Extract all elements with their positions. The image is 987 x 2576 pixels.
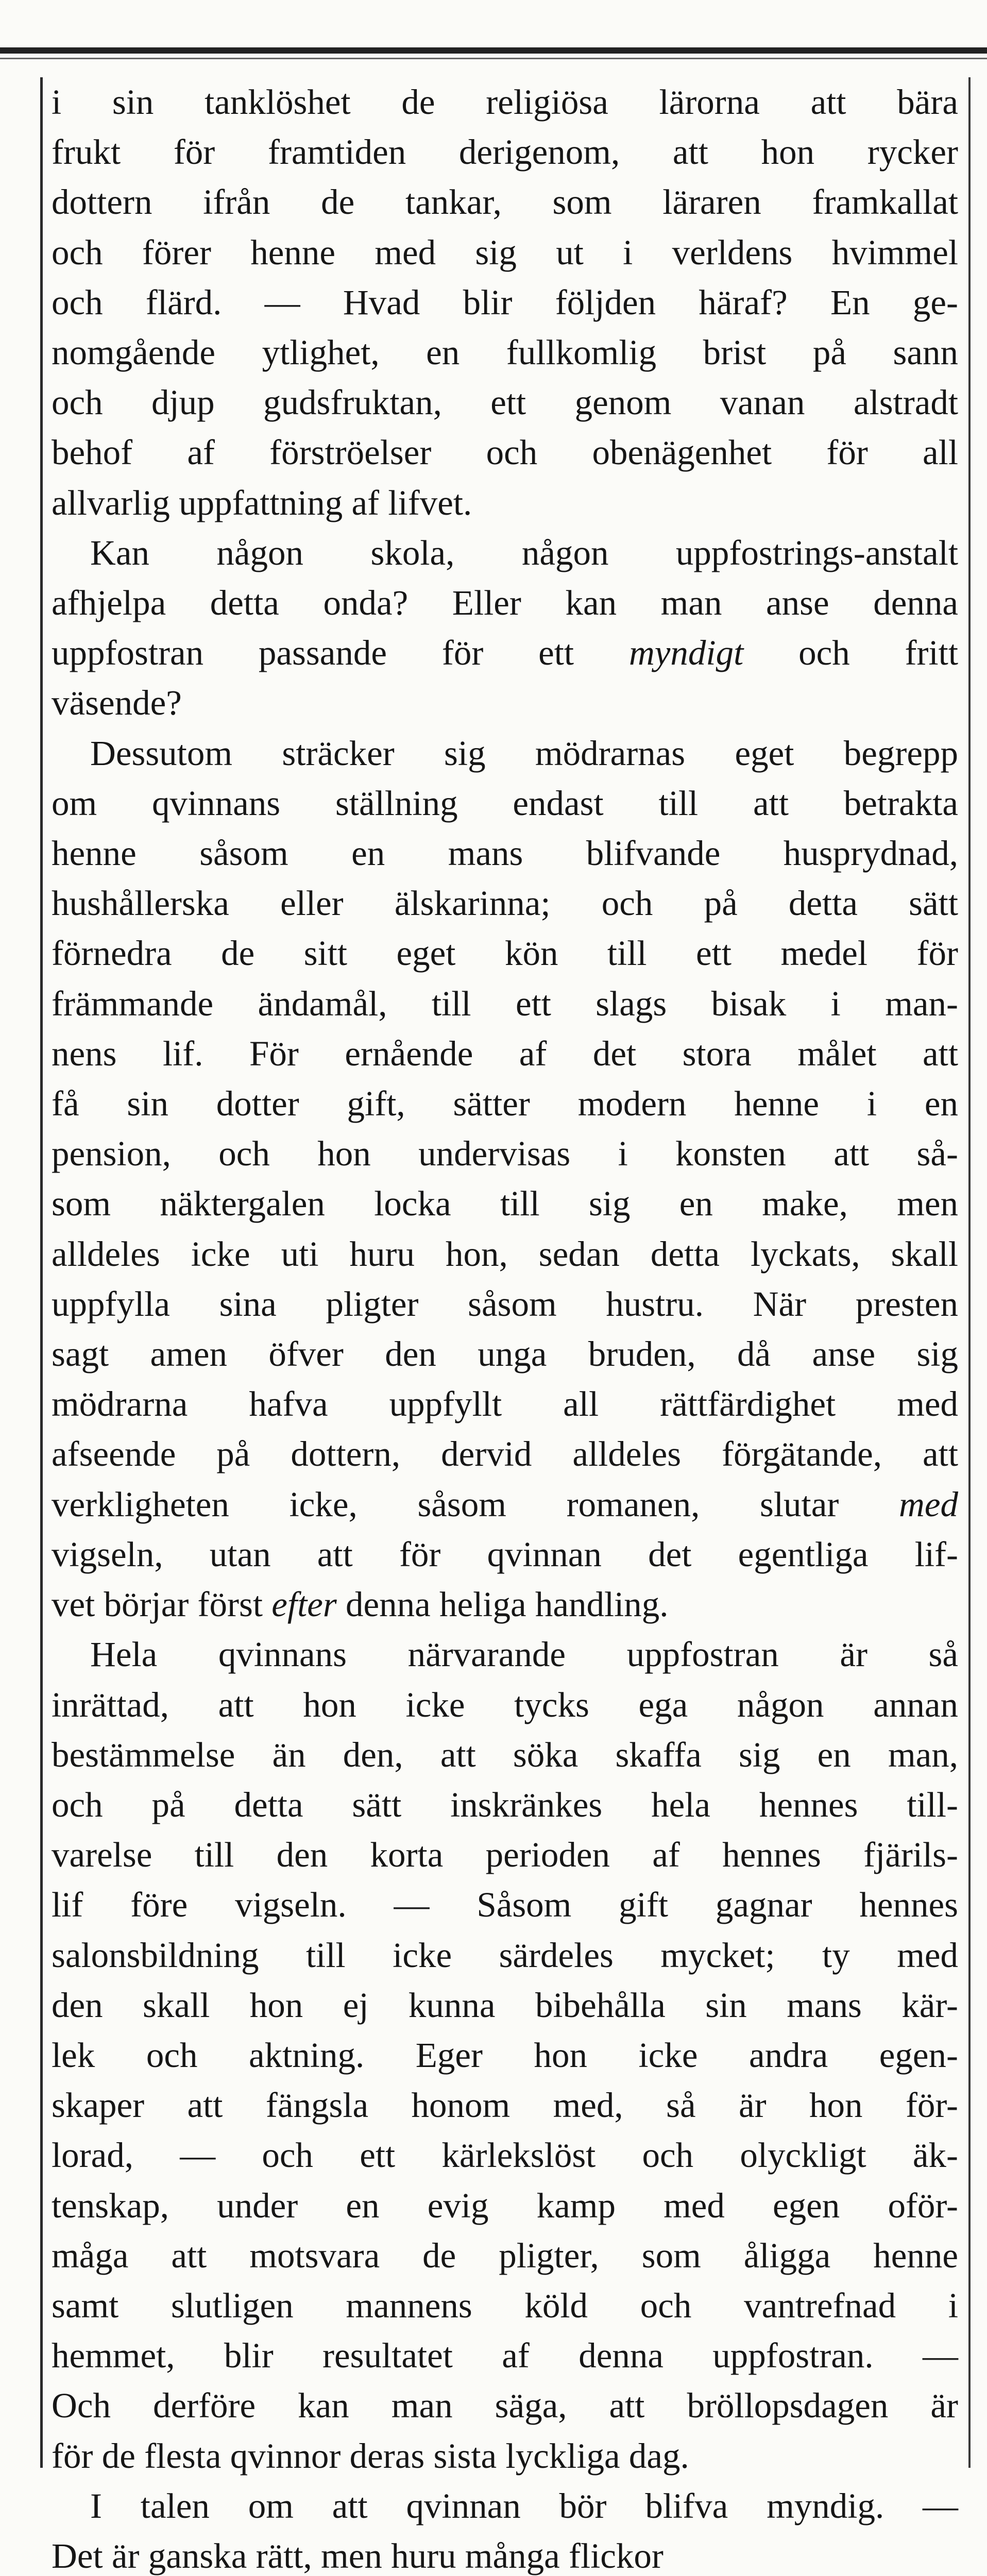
text-line: lorad, — och ett kärlekslöst och olyckligt äk- <box>52 2136 958 2175</box>
text-line: samt slutligen mannens köld och vantrefnad i <box>52 2285 958 2325</box>
text-line: sagt amen öfver den unga bruden, då anse sig <box>52 1334 958 1374</box>
article-paragraph-3 <box>52 728 958 1630</box>
text-line: förnedra de sitt eget kön till ett medel för <box>52 934 958 973</box>
text-line: allvarlig uppfattning af lifvet. <box>52 483 472 522</box>
text-line: och flärd. — Hvad blir följden häraf? En ge- <box>52 282 958 322</box>
text-line: behof af förströelser och obenägenhet för all <box>52 433 958 472</box>
text-line: afseende på dottern, dervid alldeles förgätande, att <box>52 1434 958 1474</box>
text-line: alldeles icke uti huru hon, sedan detta lyckats, skall <box>52 1234 958 1274</box>
text-line: Kan någon skola, någon uppfostrings-anstalt <box>90 533 958 572</box>
emphasis: med <box>899 1484 958 1524</box>
emphasis: efter <box>271 1585 337 1624</box>
text-line: väsende? <box>52 683 182 723</box>
text-line: skaper att fängsla honom med, så är hon för- <box>52 2086 958 2125</box>
text-line: lek och aktning. Eger hon icke andra egen- <box>52 2035 958 2075</box>
text-line: uppfostran passande för ett myndigt och fritt <box>52 633 959 673</box>
text-line: och djup gudsfruktan, ett genom vanan alstradt <box>52 383 958 422</box>
text-line: bestämmelse än den, att söka skaffa sig en man, <box>52 1735 958 1774</box>
text-line: verkligheten icke, såsom romanen, slutar med <box>52 1484 958 1524</box>
text-line: främmande ändamål, till ett slags bisak i man- <box>52 984 958 1023</box>
top-rule <box>0 47 987 54</box>
article-paragraph-1 <box>52 77 958 528</box>
text-line: vigseln, utan att för qvinnan det egentliga lif- <box>52 1534 958 1574</box>
text-line: lif före vigseln. — Såsom gift gagnar hennes <box>52 1885 958 1925</box>
article-paragraph-5 <box>52 2481 958 2576</box>
text-line: om qvinnans ställning endast till att betrakta <box>52 783 958 823</box>
text-line: hemmet, blir resultatet af denna uppfostran. — <box>52 2336 958 2376</box>
article-paragraph-2 <box>52 528 958 728</box>
text-line: uppfylla sina pligter såsom hustru. När presten <box>52 1284 958 1324</box>
text-line: nomgående ytlighet, en fullkomlig brist på sann <box>52 333 958 372</box>
text-line: Dessutom sträcker sig mödrarnas eget begrepp <box>90 733 958 773</box>
text-line: salonsbildning till icke särdeles mycket; ty med <box>52 1935 958 1975</box>
text-line: som näktergalen locka till sig en make, men <box>52 1184 958 1224</box>
column-left-rule <box>40 77 43 2468</box>
text-line: vet börjar först efter denna heliga handling. <box>52 1585 669 1624</box>
text-line: nens lif. För ernående af det stora målet att <box>52 1033 958 1073</box>
top-rule-thin <box>0 58 987 59</box>
text-line: få sin dotter gift, sätter modern henne i en <box>52 1084 958 1124</box>
text-line: inrättad, att hon icke tycks ega någon annan <box>52 1685 958 1724</box>
text-line: Och derföre kan man säga, att bröllopsdagen är <box>52 2386 958 2426</box>
text-line: I talen om att qvinnan bör blifva myndig. — <box>90 2486 958 2526</box>
text-line: afhjelpa detta onda? Eller kan man anse denna <box>52 583 958 623</box>
text-line: den skall hon ej kunna bibehålla sin mans kär- <box>52 1985 958 2025</box>
text-line: tenskap, under en evig kamp med egen oför- <box>52 2185 958 2225</box>
text-line: varelse till den korta perioden af hennes fjärils- <box>52 1835 958 1875</box>
text-line: i sin tanklöshet de religiösa lärorna att bära <box>52 82 958 122</box>
text-line: och förer henne med sig ut i verldens hvimmel <box>52 232 958 272</box>
text-line: frukt för framtiden derigenom, att hon rycker <box>52 132 958 172</box>
emphasis: myndigt <box>628 633 744 673</box>
article-paragraph-4 <box>52 1630 958 2481</box>
text-line: pension, och hon undervisas i konsten att så- <box>52 1134 958 1174</box>
text-line: henne såsom en mans blifvande husprydnad, <box>52 834 958 873</box>
text-line: dottern ifrån de tankar, som läraren framkallat <box>52 182 958 222</box>
text-line: hushållerska eller älskarinna; och på detta sätt <box>52 884 958 923</box>
text-line: måga att motsvara de pligter, som åligga henne <box>52 2235 958 2275</box>
text-line: och på detta sätt inskränkes hela hennes till- <box>52 1785 958 1824</box>
text-line: mödrarna hafva uppfyllt all rättfärdighet med <box>52 1384 958 1424</box>
text-line: Hela qvinnans närvarande uppfostran är så <box>90 1635 958 1674</box>
text-line: för de flesta qvinnor deras sista lyckliga dag. <box>52 2436 689 2476</box>
column-right-rule <box>968 77 971 2468</box>
text-line: Det är ganska rätt, men huru många flickor <box>52 2536 663 2575</box>
article-column <box>52 77 959 2575</box>
